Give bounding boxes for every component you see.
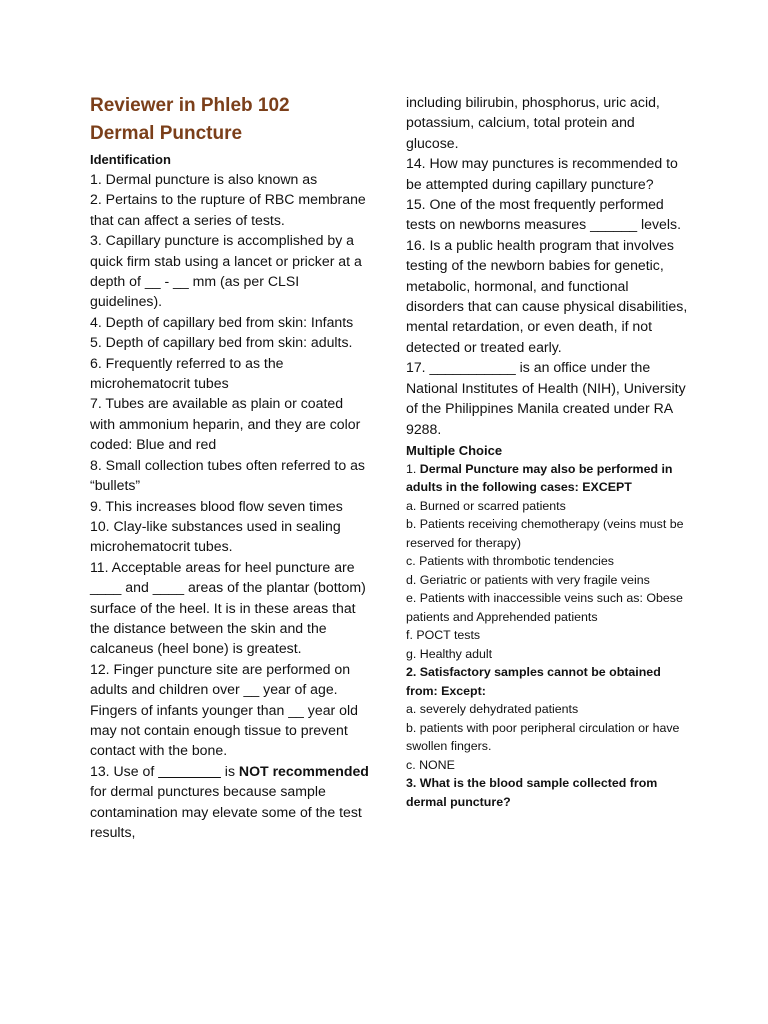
mc1-question-text: Dermal Puncture may also be performed in adults in the following cases: EXCEPT [406,461,673,495]
item13-bold: NOT recommended [238,762,369,779]
item13-prefix: 13. Use of [90,762,159,779]
identification-item: 15. One of the most frequently performed tests on newborns measures ______ levels. [406,196,681,233]
mc-option: a. severely dehydrated patients [406,702,579,717]
identification-item: 12. Finger puncture site are performed on adults and children over __ year of age. Fingers of infants younger than __ year old may not contain enough tissue to prevent contact with the bone. [90,660,358,759]
identification-item: 7. Tubes are available as plain or coated with ammonium heparin, and they are color coded: Blue and red [90,395,361,453]
mc-option: c. Patients with thrombotic tendencies [406,554,614,569]
title-line-1: Reviewer in Phleb 102 [90,95,290,116]
item13-mid: is [220,762,239,779]
identification-item: 3. Capillary puncture is accomplished by a quick firm stab using a lancet or pricker at a depth of __ - __ mm (as per CLSI guidelines). [90,232,362,310]
title-line-2: Dermal Puncture [90,123,243,144]
identification-item: 9. This increases blood flow seven times [90,497,343,514]
item13-suffix: for dermal punctures because sample contamination may elevate some of the test results, [90,783,362,840]
item13-blank: ________ [158,762,221,779]
identification-item-13 [90,761,372,843]
identification-item: 8. Small collection tubes often referred to as “bullets” [90,456,365,494]
mc-option: b. patients with poor peripheral circulation or have swollen fingers. [406,720,680,754]
identification-item: 11. Acceptable areas for heel puncture are ____ and ____ areas of the plantar (bottom) surface of the heel. It is in these areas that the distance between the skin and the calcaneus (heel bone) is greatest. [90,558,366,657]
identification-item: 16. Is a public health program that involves testing of the newborn babies for genetic, metabolic, hormonal, and functional disorders that can cause physical disabilities, mental retardation, or even death, if not detected or treated early. [406,236,688,355]
identification-item: 6. Frequently referred to as the microhematocrit tubes [90,354,284,392]
multiple-choice-heading: Multiple Choice [406,442,503,458]
identification-item: 17. ___________ is an office under the National Institutes of Health (NIH), University of the Philippines Manila created under RA 9288. [406,359,686,437]
mc-option: a. Burned or scarred patients [406,498,566,513]
identification-item: 2. Pertains to the rupture of RBC membrane that can affect a series of tests. [90,191,366,228]
identification-heading: Identification [90,152,171,167]
identification-item: 10. Clay-like substances used in sealing microhematocrit tubes. [90,517,341,555]
mc3-question-text: 3. What is the blood sample collected from dermal puncture? [406,776,658,809]
mc-option: f. POCT tests [406,628,481,643]
left-column [90,92,372,842]
mc-question-1 [406,460,688,497]
identification-item: 4. Depth of capillary bed from skin: Infants [90,313,354,330]
identification-item-continued: including bilirubin, phosphorus, uric acid, potassium, calcium, total protein and glucose. [406,94,660,151]
mc-option: d. Geriatric or patients with very fragile veins [406,572,650,587]
mc2-question-text: 2. Satisfactory samples cannot be obtained from: Except: [406,665,661,698]
mc-question-2 [406,663,688,700]
mc-option: b. Patients receiving chemotherapy (veins must be reserved for therapy) [406,517,684,550]
identification-item: 14. How may punctures is recommended to be attempted during capillary puncture? [406,155,678,192]
identification-item: 5. Depth of capillary bed from skin: adults. [90,334,353,351]
mc-option: g. Healthy adult [406,646,493,661]
identification-item: 1. Dermal puncture is also known as [90,171,318,187]
right-column [406,92,688,811]
mc-option: c. NONE [406,757,455,772]
mc1-number: 1. [406,461,420,476]
mc-option: e. Patients with inaccessible veins such as: Obese patients and Apprehended patients [406,591,683,624]
mc-question-3 [406,774,688,811]
document-title [90,92,372,148]
